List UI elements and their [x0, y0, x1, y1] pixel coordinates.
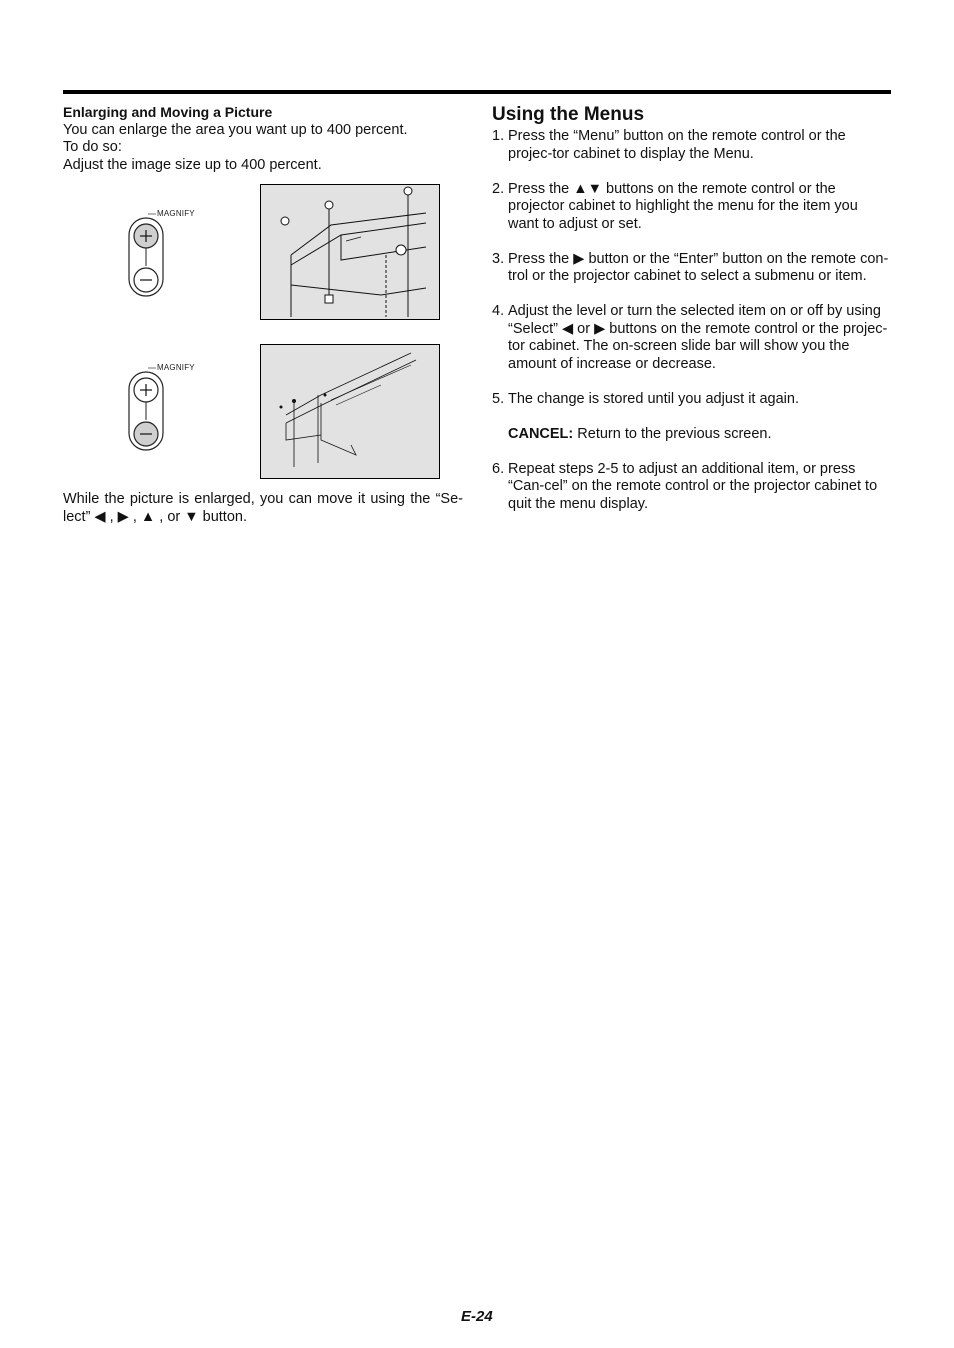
step-text: Press the ▲▼ buttons on the remote control or the projector cabinet to highlight the menu for the item you want to adjust or set.: [508, 180, 858, 232]
step-number: 5.: [492, 390, 505, 407]
magnify-button-illustration: [126, 208, 166, 298]
page-number: E-24: [461, 1308, 493, 1325]
step-text: Repeat steps 2-5 to adjust an additional item, or press “Can-cel” on the remote control or the projector cabinet to quit the menu display.: [508, 460, 878, 512]
section-subtitle: Enlarging and Moving a Picture: [63, 104, 273, 120]
step-item: [492, 128, 892, 163]
section-title: Using the Menus: [492, 104, 645, 125]
intro-line-3: Adjust the image size up to 400 percent.: [63, 156, 322, 173]
step-text: The change is stored until you adjust it again.: [508, 390, 799, 407]
step-item: [492, 461, 892, 514]
enlarged-move-note: While the picture is enlarged, you can move it using the “Se-lect” ◀ , ▶ , ▲ , or ▼ button.: [63, 491, 463, 525]
intro-line-2: To do so:: [63, 139, 122, 155]
step-number: 3.: [492, 250, 505, 267]
enlarged-picture-diagram: [260, 184, 440, 320]
step-text: Press the ▶ button or the “Enter” button on the remote con-trol or the projector cabinet to select a submenu or item.: [508, 250, 889, 284]
step-number: 6.: [492, 460, 505, 477]
cancel-text: Return to the previous screen.: [573, 425, 772, 442]
step-text: Press the “Menu” button on the remote control or the projec-tor cabinet to display the Menu.: [508, 128, 846, 162]
step-item: [492, 181, 892, 234]
magnify-button-illustration: [126, 362, 166, 452]
step-item: [492, 391, 892, 409]
magnify-label: MAGNIFY: [157, 209, 195, 218]
magnify-label: MAGNIFY: [157, 363, 195, 372]
left-column: [63, 104, 463, 174]
step-item: [492, 251, 892, 286]
step-number: 1.: [492, 128, 505, 144]
top-rule: [63, 90, 891, 94]
step-number: 2.: [492, 180, 505, 197]
intro-line-1: You can enlarge the area you want up to 400 percent.: [63, 121, 408, 138]
step-text: Adjust the level or turn the selected item on or off by using “Select” ◀ or ▶ buttons on the remote control or the projec-tor cabinet. The on-screen slide bar will show you the amount of increase or decrease.: [508, 303, 888, 372]
cancel-note: [492, 426, 892, 444]
step-number: 4.: [492, 303, 505, 319]
reduced-picture-diagram: [260, 344, 440, 479]
cancel-label: CANCEL:: [508, 425, 574, 442]
step-item: [492, 303, 892, 373]
right-column: [492, 104, 892, 531]
